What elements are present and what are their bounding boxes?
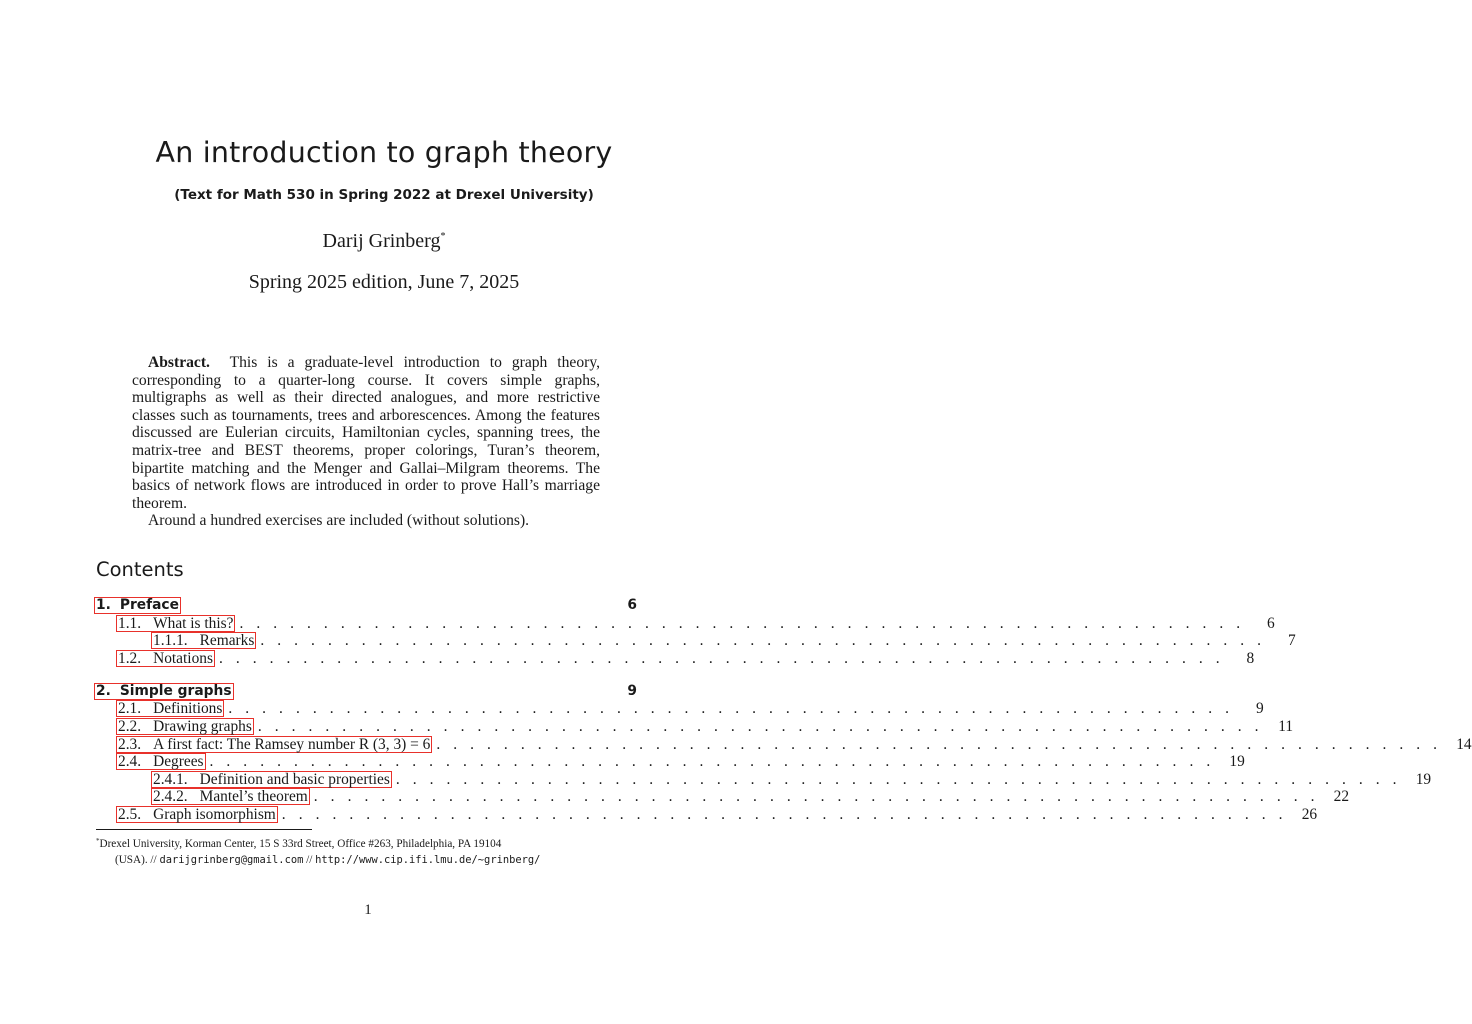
toc-entry <box>96 683 637 701</box>
toc-number: 2.5. <box>118 806 142 824</box>
toc-page: 9 <box>627 682 637 699</box>
toc-title: Definition and basic properties <box>199 770 390 788</box>
paper-title: An introduction to graph theory <box>155 136 613 169</box>
footnote-url[interactable]: http://www.cip.ifi.lmu.de/~grinberg/ <box>315 853 541 866</box>
toc-entry <box>96 614 1275 633</box>
page-number: 1 <box>364 902 372 918</box>
footnote-email[interactable]: darijgrinberg@gmail.com <box>159 853 304 866</box>
toc-page: 19 <box>1229 753 1245 771</box>
toc-leader-dots: . . . . . . . . . . . . . . . . . . . . . . . . . . . . . . . . . . . . . . . . . . . . . . . . . . . . . . . . . . . . <box>313 788 1320 806</box>
abstract-label: Abstract. <box>148 354 210 371</box>
toc-number: 2.4. <box>118 753 142 771</box>
toc-page: 9 <box>1255 700 1264 718</box>
toc-number: 2.2. <box>118 718 142 736</box>
toc-leader-dots: . . . . . . . . . . . . . . . . . . . . . . . . . . . . . . . . . . . . . . . . . . . . . . . . . . . . . . . . . . . . <box>218 649 1225 667</box>
footnote-country: (USA). // <box>115 853 160 866</box>
toc-title: A first fact: The Ramsey number R (3, 3) = 6 <box>153 735 431 753</box>
toc-page: 22 <box>1333 788 1350 806</box>
author-line <box>0 230 768 253</box>
footnote-separator: // <box>303 853 316 866</box>
toc-page: 8 <box>1246 649 1255 667</box>
toc-number: 1.2. <box>118 649 142 667</box>
toc-entry <box>96 770 1432 789</box>
toc-page: 26 <box>1301 806 1318 824</box>
toc-link[interactable] <box>116 615 235 632</box>
toc-page: 14 <box>1456 735 1472 753</box>
toc-number: 1.1.1. <box>153 632 188 650</box>
footnote-mark: * <box>96 837 100 845</box>
toc-leader-dots: . . . . . . . . . . . . . . . . . . . . . . . . . . . . . . . . . . . . . . . . . . . . . . . . . . . . . . . . . . . . <box>239 614 1245 632</box>
toc-page: 7 <box>1287 632 1296 650</box>
toc-title: Simple graphs <box>119 682 232 699</box>
toc-number: 2.4.2. <box>153 788 188 806</box>
toc-entry <box>96 735 1472 754</box>
toc-link[interactable] <box>116 736 432 753</box>
toc-leader-dots: . . . . . . . . . . . . . . . . . . . . . . . . . . . . . . . . . . . . . . . . . . . . . . . . . . . . . . . . . . . . <box>436 735 1442 753</box>
toc-page: 6 <box>1267 614 1275 632</box>
toc-link[interactable] <box>151 788 310 805</box>
toc-link[interactable] <box>94 597 181 614</box>
edition-date: Spring 2025 edition, June 7, 2025 <box>248 271 520 293</box>
toc-page: 19 <box>1415 770 1432 788</box>
toc-title: Notations <box>153 649 213 667</box>
toc-entry <box>96 649 1255 668</box>
toc-page: 11 <box>1278 718 1294 736</box>
toc-link[interactable] <box>116 650 215 667</box>
paper-subtitle: (Text for Math 530 in Spring 2022 at Drexel University) <box>174 187 594 203</box>
toc-number: 2. <box>96 682 111 699</box>
toc-entry <box>96 700 1264 718</box>
toc-title: Remarks <box>199 632 255 650</box>
toc-entry <box>96 806 1318 824</box>
toc-title: Graph isomorphism <box>153 806 276 824</box>
toc-link[interactable] <box>116 700 224 717</box>
footnote-address: Drexel University, Korman Center, 15 S 33rd Street, Office #263, Philadelphia, PA 19104 <box>99 838 502 850</box>
toc-link[interactable] <box>116 806 278 823</box>
toc-link[interactable] <box>151 771 392 788</box>
toc-number: 2.3. <box>118 735 142 753</box>
toc-title: What is this? <box>153 614 234 632</box>
toc-page: 6 <box>627 597 637 613</box>
toc-entry <box>96 718 1294 736</box>
toc-entry <box>96 632 1296 650</box>
toc-link[interactable] <box>151 632 256 649</box>
toc-gap <box>96 667 637 683</box>
toc-link[interactable] <box>116 753 206 770</box>
contents-heading: Contents <box>96 558 184 581</box>
toc-title: Definitions <box>153 700 223 718</box>
toc-title: Drawing graphs <box>153 718 252 736</box>
toc-number: 2.4.1. <box>153 770 188 788</box>
toc-number: 1. <box>96 597 111 613</box>
toc-leader-dots: . . . . . . . . . . . . . . . . . . . . . . . . . . . . . . . . . . . . . . . . . . . . . . . . . . . . . . . . . . . . <box>228 700 1234 718</box>
abstract-body: This is a graduate-level introduction to graph theory, corresponding to a quarter-long course. It covers simple graphs, multigraphs as well as their directed analogues, and more restrictive classes such as tournaments, trees and arborescences. Among the features discussed are Eulerian circuits, Hamiltonian cycles, spanning trees, the matrix-tree and BEST theorems, proper colorings, Turan’s theorem, bipartite matching and the Menger and Gallai–Milgram theorems. The basics of network flows are introduced in order to prove Hall’s marriage theorem. <box>132 354 601 512</box>
author-footnote-mark[interactable]: * <box>440 231 446 242</box>
toc-entry <box>96 788 1350 806</box>
author-name: Darij Grinberg <box>322 230 441 252</box>
abstract <box>132 354 600 530</box>
toc-leader-dots: . . . . . . . . . . . . . . . . . . . . . . . . . . . . . . . . . . . . . . . . . . . . . . . . . . . . . . . . . . . . <box>209 753 1215 771</box>
toc-leader-dots: . . . . . . . . . . . . . . . . . . . . . . . . . . . . . . . . . . . . . . . . . . . . . . . . . . . . . . . . . . . . <box>260 632 1266 650</box>
toc-title: Mantel’s theorem <box>199 788 308 806</box>
footnote <box>96 834 638 868</box>
abstract-second-paragraph: Around a hundred exercises are included (without solutions). <box>148 512 530 530</box>
toc-leader-dots: . . . . . . . . . . . . . . . . . . . . . . . . . . . . . . . . . . . . . . . . . . . . . . . . . . . . . . . . . . . . <box>281 806 1288 824</box>
toc-leader-dots: . . . . . . . . . . . . . . . . . . . . . . . . . . . . . . . . . . . . . . . . . . . . . . . . . . . . . . . . . . . . <box>257 718 1264 736</box>
table-of-contents <box>96 597 1472 824</box>
toc-entry <box>96 753 1245 771</box>
toc-title: Degrees <box>153 753 204 771</box>
toc-link[interactable] <box>116 718 254 735</box>
toc-leader-dots: . . . . . . . . . . . . . . . . . . . . . . . . . . . . . . . . . . . . . . . . . . . . . . . . . . . . . . . . . . . . <box>395 770 1402 788</box>
toc-link[interactable] <box>94 683 234 700</box>
toc-entry <box>96 597 637 615</box>
toc-number: 1.1. <box>118 614 142 632</box>
footnote-rule <box>96 829 312 830</box>
toc-title: Preface <box>119 597 179 613</box>
toc-number: 2.1. <box>118 700 142 718</box>
